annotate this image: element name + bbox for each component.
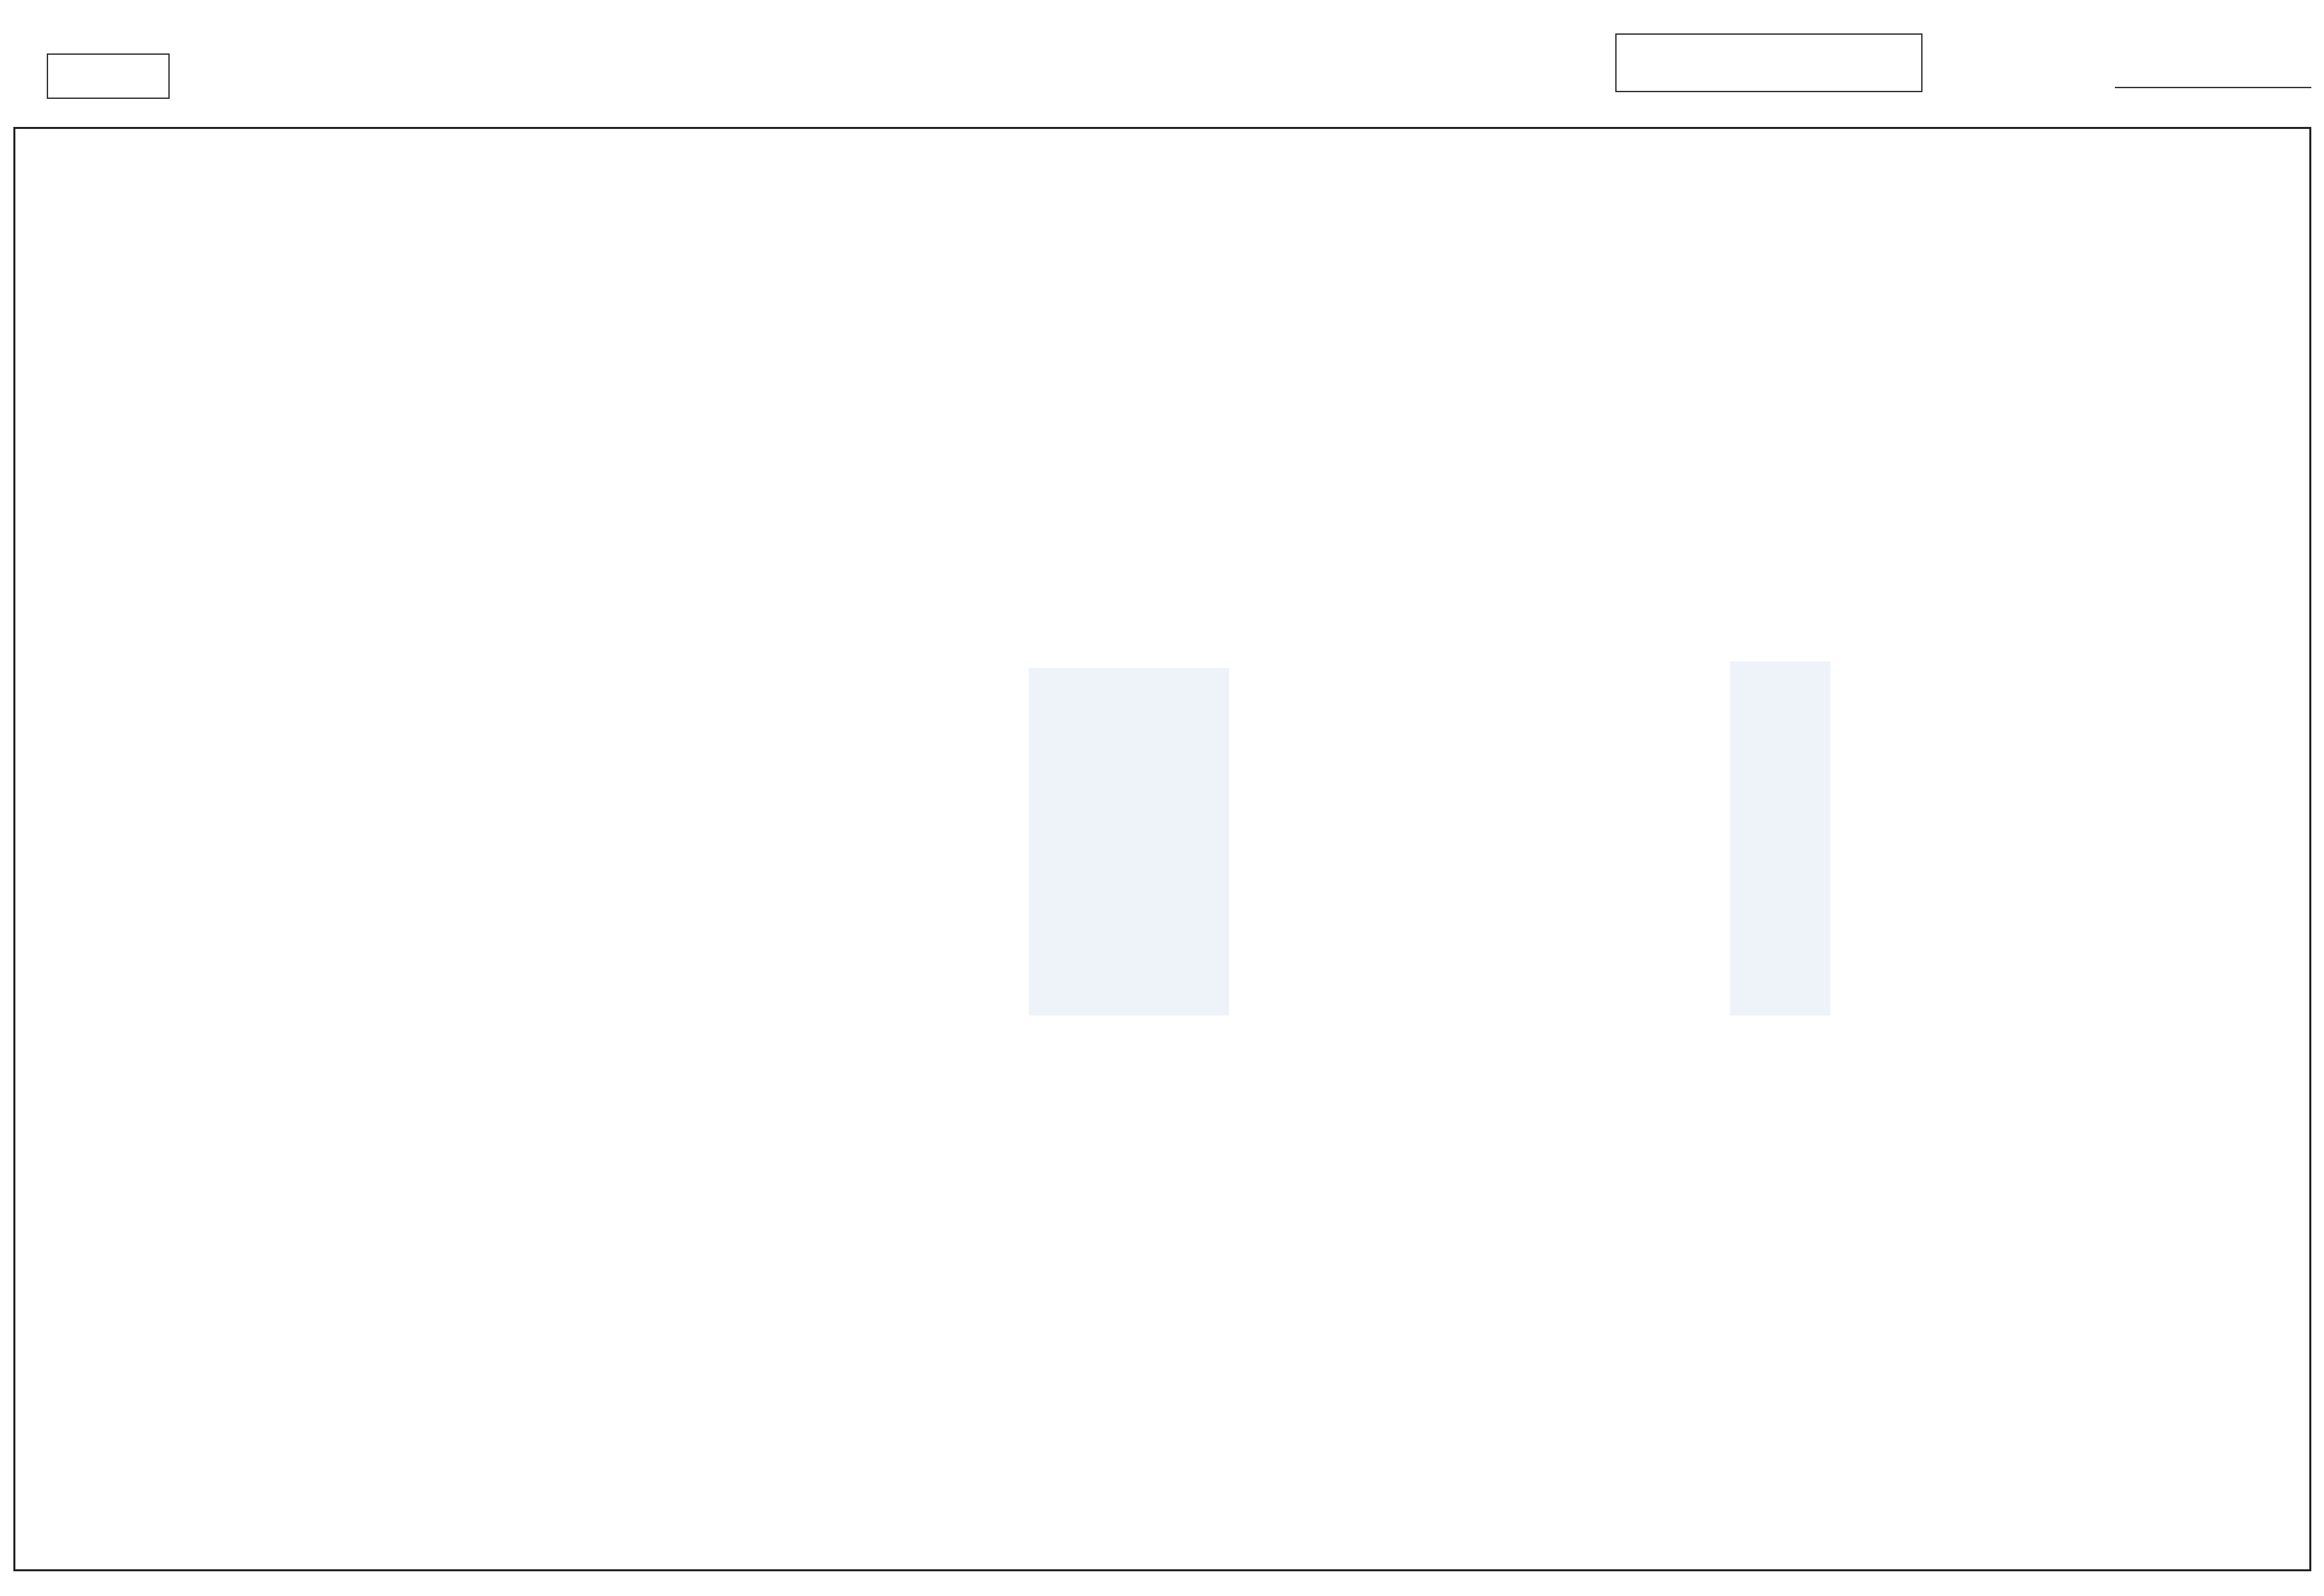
col-fjoldi-kjot [1448, 134, 1494, 281]
owner-id-box [47, 53, 170, 99]
year-box [1615, 33, 1923, 92]
col-lomb [1826, 120, 1890, 287]
date-underline [2115, 87, 2311, 88]
report-table [13, 127, 2311, 1571]
col-forust [2128, 130, 2174, 251]
